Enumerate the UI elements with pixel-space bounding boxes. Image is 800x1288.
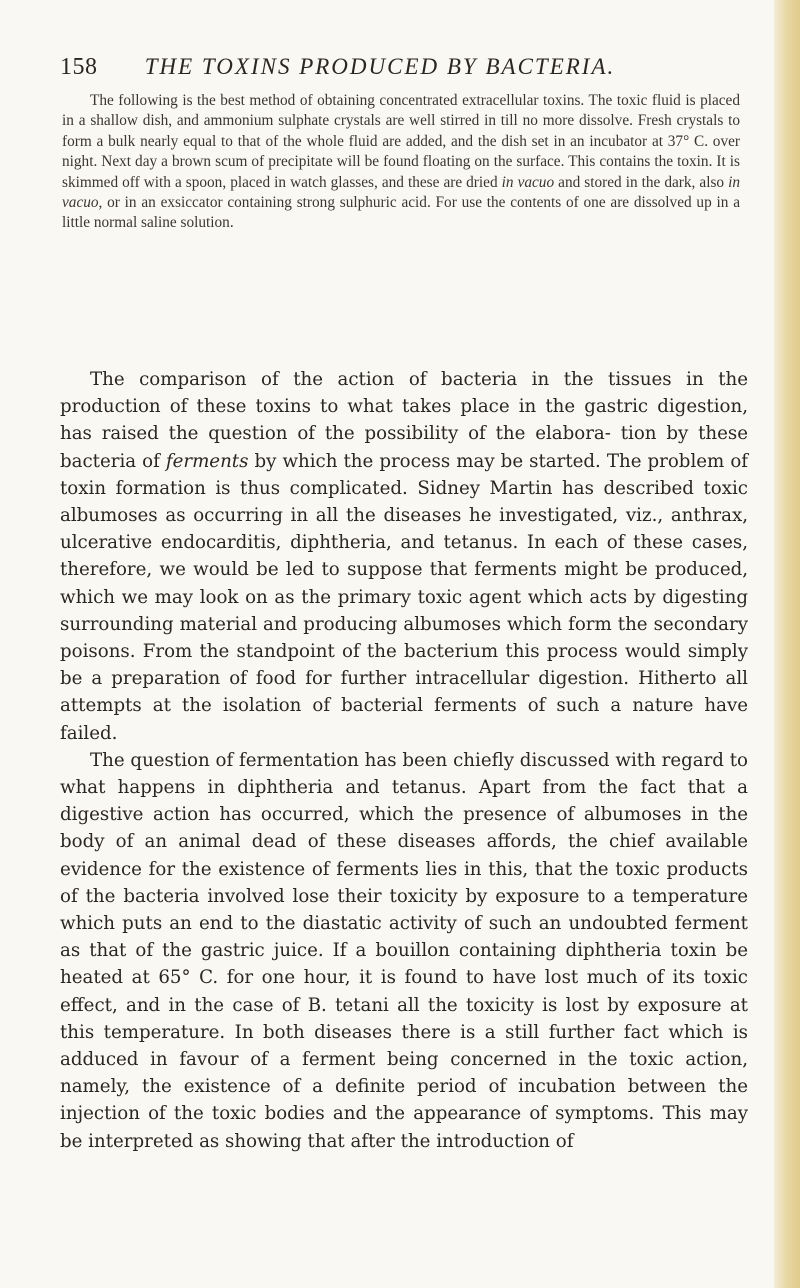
page-number: 158 — [60, 54, 98, 80]
text-span: The comparison of the action of bacteria in the tissues in the production of these toxins to what takes place in the gastric digestion, has raised the question of the possibility of the elabora- tion by these bacteria of — [60, 369, 748, 472]
page-edge-shadow — [774, 0, 800, 1288]
body-paragraph-2: The question of fermentation has been chiefly discussed with regard to what happens in diphtheria and tetanus. Apart from the fact that a digestive action has occurred, which the presence of albumoses in the body of an animal dead of these diseases affords, the chief available evidence for the existence of ferments lies in this, that the toxic products of the bacteria involved lose their toxicity by exposure to a temperature which puts an end to the diastatic activity of such an undoubted ferment as that of the gastric juice. If a bouillon containing diphtheria toxin be heated at 65° C. for one hour, it is found to have lost much of its toxic effect, and in the case of B. tetani all the toxicity is lost by exposure at this temperature. In both diseases there is a still further fact which is adduced in favour of a ferment being concerned in the toxic action, namely, the existence of a definite period of incubation between the injection of the toxic bodies and the appearance of symptoms. This may be interpreted as showing that after the introduction of — [60, 749, 748, 1152]
text-span: The following is the best method of obtaining concentrated extracellular toxins. The toxic fluid is placed in a shallow dish, and ammonium sulphate crystals are well stirred in till no more dissolve. Fresh crystals to form a bulk nearly equal to that of the whole fluid are added, and the dish set in an incubator at 37° C. over night. Next day a brown scum of precipitate will be found floating on the surface. This contains the toxin. It is skimmed off with a spoon, placed in watch glasses, and these are dried — [62, 92, 740, 191]
text-span: , or in an exsiccator containing strong sulphuric acid. For use the contents of one are dissolved up in a little normal saline solution. — [62, 194, 740, 232]
italic-text: ferments — [165, 450, 249, 472]
page-header — [60, 54, 760, 86]
italic-text: in vacuo — [501, 173, 555, 191]
running-head: THE TOXINS PRODUCED BY BACTERIA. — [144, 54, 616, 79]
small-print-paragraph — [62, 91, 740, 234]
text-span: and stored in the dark, also — [554, 173, 729, 191]
method-paragraph — [62, 91, 740, 234]
italic-text: in vacuo — [62, 173, 740, 212]
text-span: by which the process may be started. The problem of toxin formation is thus complicated. Sidney Martin has described toxic albumoses as occurring in all the diseases he investigated, viz., anthrax, ulcerative endocarditis, diphtheria, and tetanus. In each of these cases, therefore, we would be led to suppose that ferments might be produced, which we may look on as the primary toxic agent which acts by digesting surrounding material and producing albumoses which form the secondary poisons. From the standpoint of the bacterium this process would simply be a preparation of food for further intracellular digestion. Hitherto all attempts at the isolation of bacterial ferments of such a nature have failed. — [60, 450, 748, 744]
body-paragraph-1 — [60, 366, 748, 747]
main-text-block — [60, 366, 748, 1155]
